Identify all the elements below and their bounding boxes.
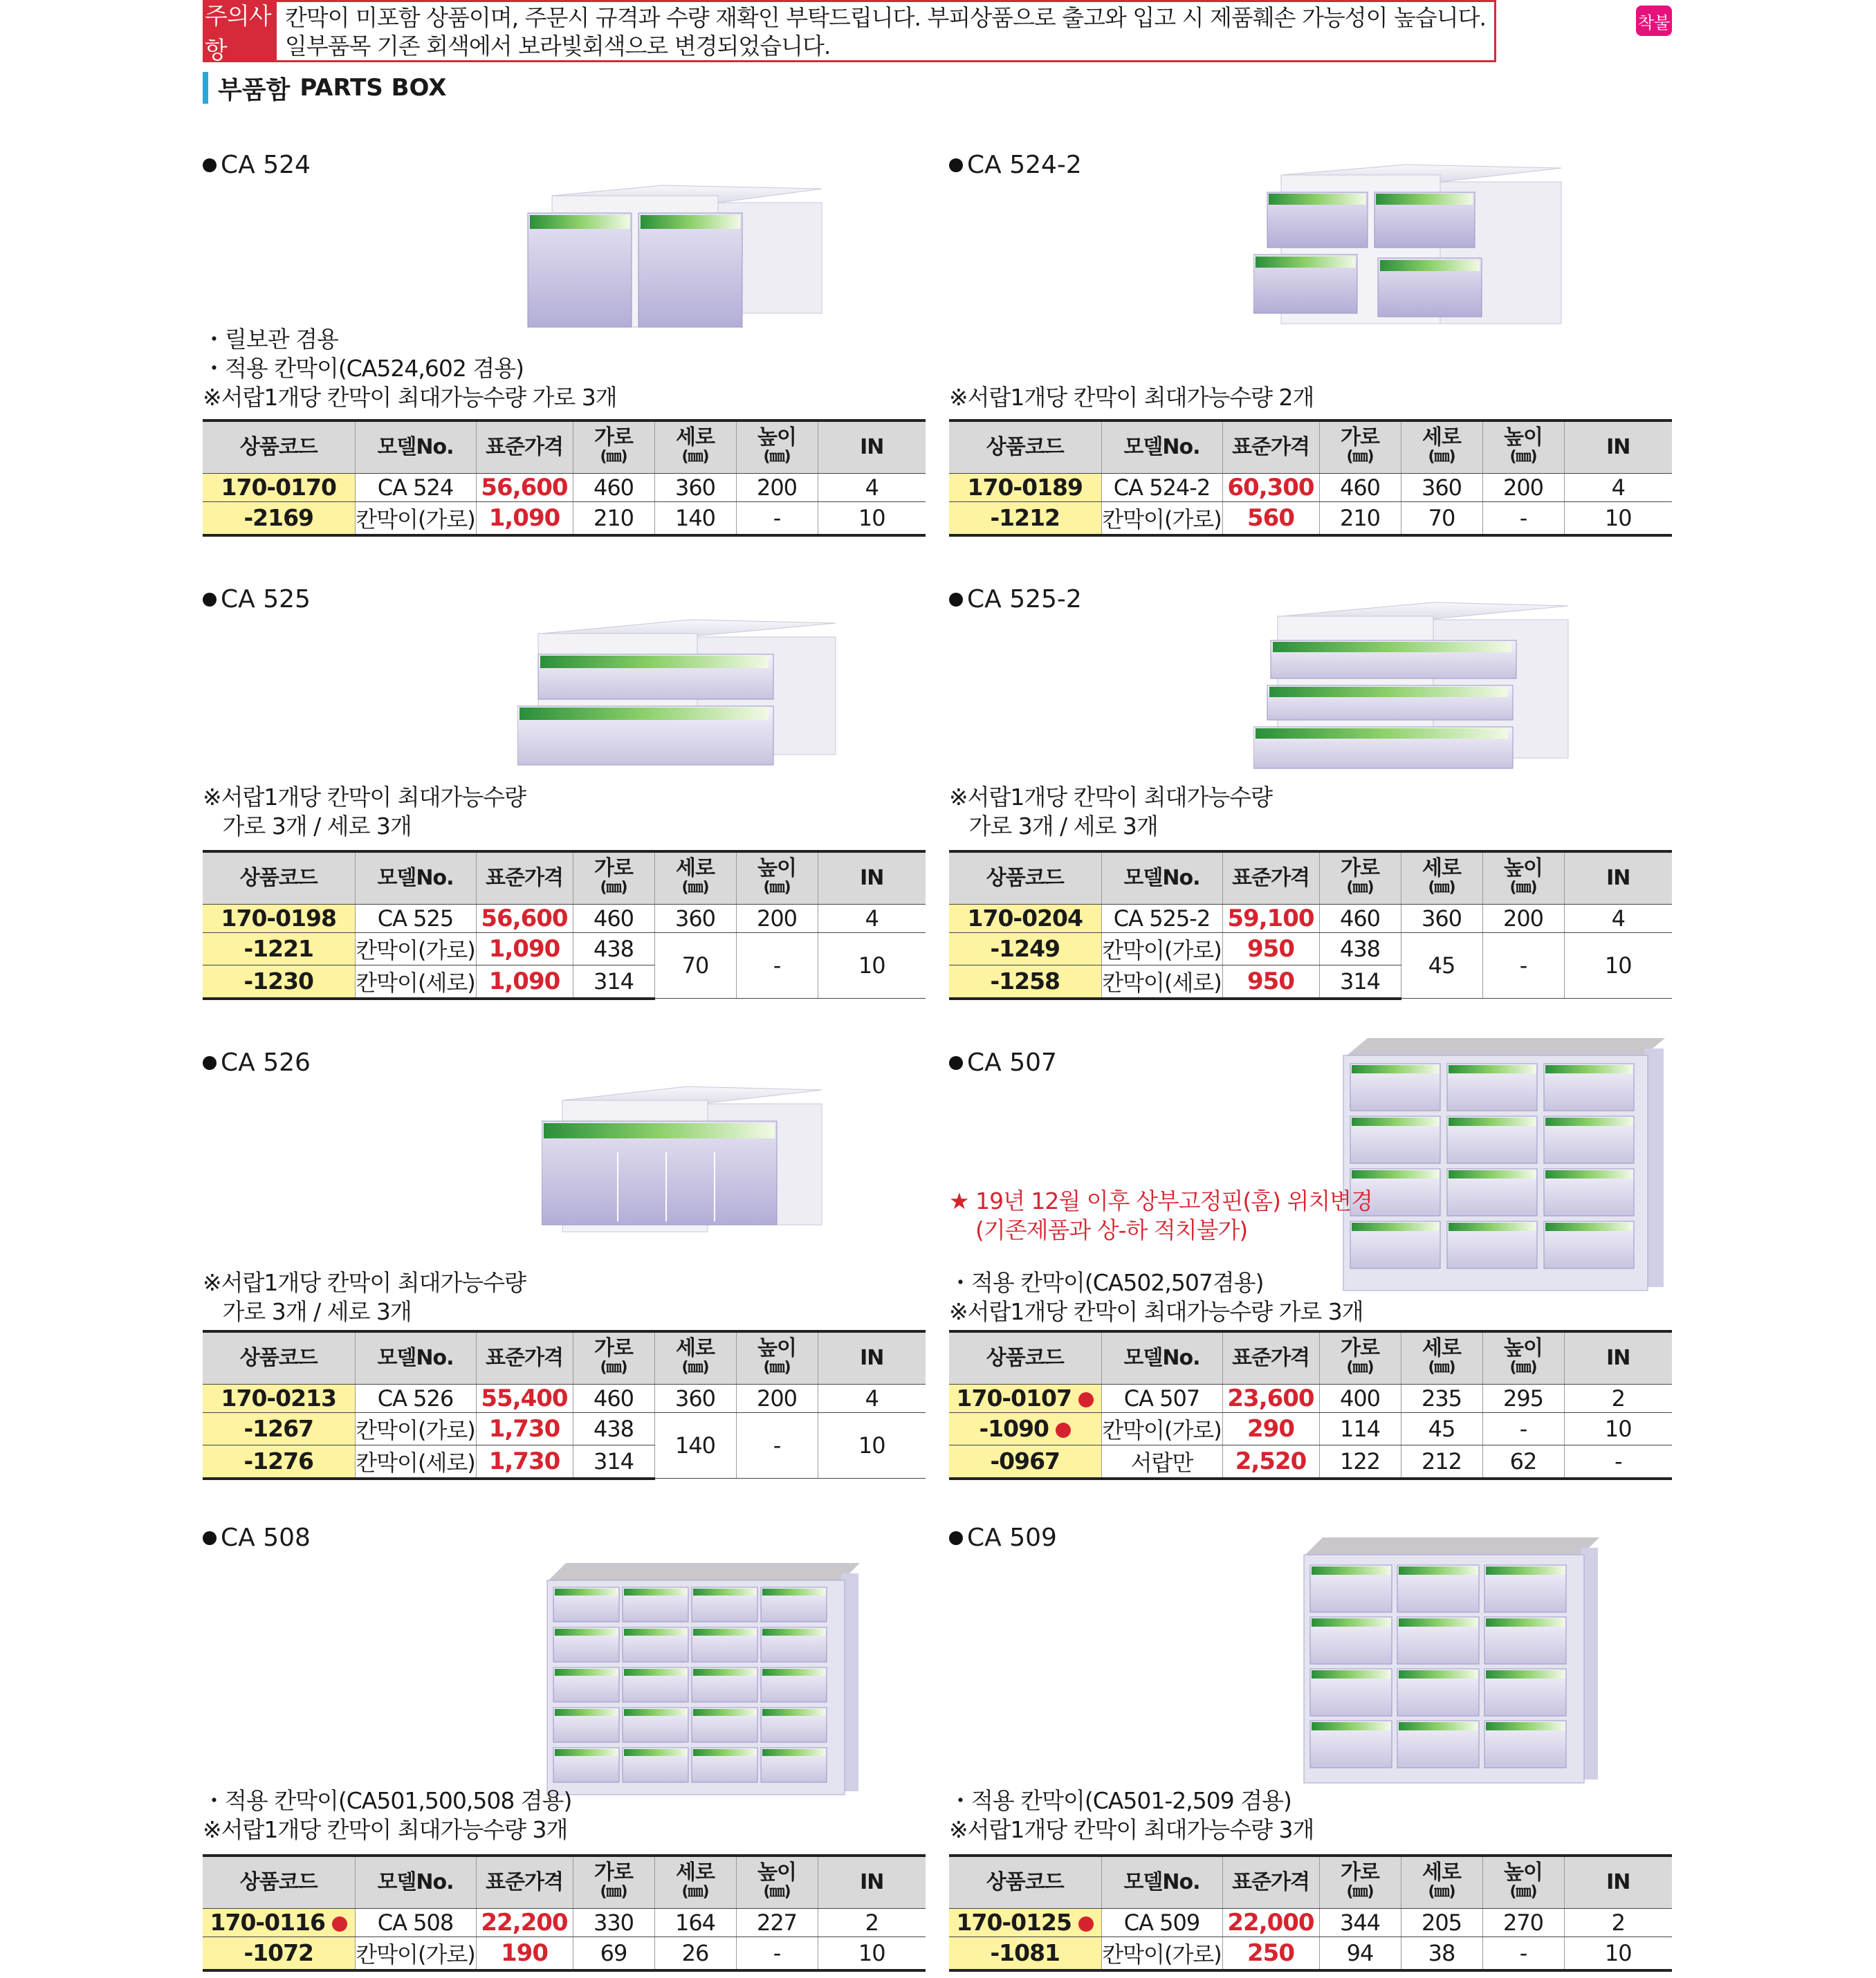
table-cell: 10: [818, 932, 926, 999]
table-cell: 59,100: [1222, 904, 1319, 932]
product-title: CA 524-2: [949, 151, 1082, 179]
product-notes: ※서랍1개당 칸막이 최대가능수량 가로 3개 / 세로 3개: [203, 784, 526, 840]
table-cell: 438: [573, 932, 654, 965]
table-cell: 438: [1319, 932, 1401, 965]
table-header-cell: 높이 (㎜): [1482, 1331, 1564, 1384]
spec-table: [203, 419, 926, 537]
table-cell: 170-0213: [203, 1384, 355, 1412]
table-cell: 330: [573, 1908, 654, 1937]
table-cell: 60,300: [1222, 473, 1319, 501]
table-cell: -: [736, 932, 818, 999]
product-title: CA 507: [949, 1048, 1057, 1077]
table-cell: -: [1564, 1445, 1672, 1479]
product-notes: ※서랍1개당 칸막이 최대가능수량 2개: [949, 384, 1314, 411]
bullet-icon: [949, 1531, 963, 1545]
table-header-cell: 상품코드: [949, 851, 1101, 904]
product-notes: ※서랍1개당 칸막이 최대가능수량 가로 3개 / 세로 3개: [203, 1269, 526, 1325]
table-cell: 360: [1401, 904, 1482, 932]
product-image: [1340, 1035, 1665, 1297]
table-cell: 22,000: [1222, 1908, 1319, 1937]
table-cell: 1,090: [476, 932, 573, 965]
table-row: [203, 1412, 926, 1445]
table-cell: 56,600: [476, 904, 573, 932]
table-cell: 200: [736, 904, 818, 932]
table-header-cell: 세로 (㎜): [1401, 1331, 1482, 1384]
table-cell: 26: [654, 1937, 736, 1970]
table-cell: 38: [1401, 1937, 1482, 1970]
table-header-cell: 표준가격: [1222, 851, 1319, 904]
table-header-cell: 가로 (㎜): [1319, 1856, 1401, 1908]
table-header-cell: 표준가격: [476, 1856, 573, 1908]
product-title: CA 509: [949, 1524, 1057, 1552]
table-cell: -: [736, 1937, 818, 1970]
table-cell: 4: [818, 1384, 926, 1412]
table-cell: -: [736, 1412, 818, 1479]
table-cell: -1090: [949, 1412, 1101, 1445]
table-header-cell: 가로 (㎜): [573, 1331, 654, 1384]
table-row: [949, 1445, 1672, 1479]
section-title-ko: 부품함: [218, 75, 291, 104]
table-header-cell: 세로 (㎜): [1401, 420, 1482, 473]
table-header-cell: 가로 (㎜): [573, 420, 654, 473]
table-cell: -2169: [203, 501, 355, 535]
table-cell: 4: [818, 473, 926, 501]
product-image: [1302, 1534, 1599, 1790]
table-cell: 227: [736, 1908, 818, 1937]
table-header-cell: 가로 (㎜): [1319, 851, 1401, 904]
table-cell: 210: [573, 501, 654, 535]
table-cell: 460: [1319, 473, 1401, 501]
spec-table: [949, 1854, 1672, 1972]
table-cell: -: [1482, 501, 1564, 535]
table-header-cell: 표준가격: [1222, 420, 1319, 473]
table-header-cell: 표준가격: [476, 851, 573, 904]
table-row: [203, 1937, 926, 1970]
table-header-cell: 표준가격: [476, 1331, 573, 1384]
bullet-icon: [203, 1531, 217, 1545]
product-notes: ・적용 칸막이(CA501,500,508 겸용) ※서랍1개당 칸막이 최대가능수량 3개: [203, 1787, 572, 1843]
table-cell: 314: [573, 965, 654, 999]
table-cell: 칸막이(세로): [355, 1445, 476, 1479]
table-cell: 칸막이(가로): [355, 1937, 476, 1970]
table-cell: 200: [736, 473, 818, 501]
product-image: [517, 616, 843, 772]
table-header-cell: IN: [1564, 420, 1672, 473]
table-cell: 10: [1564, 501, 1672, 535]
table-cell: 360: [654, 473, 736, 501]
table-cell: CA 526: [355, 1384, 476, 1412]
table-cell: -: [736, 501, 818, 535]
table-header-cell: 높이 (㎜): [736, 420, 818, 473]
table-cell: 2: [1564, 1384, 1672, 1412]
table-header-cell: 높이 (㎜): [736, 1331, 818, 1384]
table-cell: 344: [1319, 1908, 1401, 1937]
table-header-cell: 높이 (㎜): [1482, 420, 1564, 473]
new-item-dot-icon: [1078, 1392, 1094, 1407]
product-title: CA 526: [203, 1048, 311, 1077]
spec-table: [949, 1330, 1672, 1480]
table-header-cell: 표준가격: [1222, 1331, 1319, 1384]
table-cell: 170-0107: [949, 1384, 1101, 1412]
table-cell: 56,600: [476, 473, 573, 501]
table-header-cell: 세로 (㎜): [654, 851, 736, 904]
table-header-cell: 모델No.: [355, 1856, 476, 1908]
table-header-cell: IN: [818, 851, 926, 904]
product-ca526: [203, 1048, 926, 1474]
table-cell: 69: [573, 1937, 654, 1970]
table-cell: 200: [1482, 904, 1564, 932]
table-cell: 190: [476, 1937, 573, 1970]
section-title-en: PARTS BOX: [300, 74, 447, 102]
table-cell: -1072: [203, 1937, 355, 1970]
table-cell: 250: [1222, 1937, 1319, 1970]
table-cell: -1212: [949, 501, 1101, 535]
bullet-icon: [203, 158, 217, 172]
table-cell: 164: [654, 1908, 736, 1937]
table-cell: 360: [654, 904, 736, 932]
new-item-dot-icon: [1078, 1916, 1094, 1932]
table-cell: 10: [1564, 1937, 1672, 1970]
product-warning: ★ 19년 12월 이후 상부고정핀(홈) 위치변경 (기존제품과 상-하 적치불가): [949, 1187, 1373, 1244]
table-cell: 10: [1564, 1412, 1672, 1445]
table-cell: 1,730: [476, 1412, 573, 1445]
table-header-cell: 높이 (㎜): [1482, 851, 1564, 904]
notice-box: [203, 0, 1496, 62]
spec-table: [949, 419, 1672, 537]
table-row: [203, 932, 926, 965]
product-ca525: [203, 585, 926, 996]
table-header-cell: 상품코드: [949, 420, 1101, 473]
table-cell: 10: [1564, 932, 1672, 999]
spec-table: [203, 850, 926, 1000]
table-header-cell: IN: [1564, 851, 1672, 904]
table-cell: 170-0170: [203, 473, 355, 501]
table-cell: 170-0125: [949, 1908, 1101, 1937]
table-cell: 438: [573, 1412, 654, 1445]
table-cell: 314: [573, 1445, 654, 1479]
table-cell: 70: [1401, 501, 1482, 535]
table-cell: CA 525-2: [1101, 904, 1222, 932]
table-cell: 235: [1401, 1384, 1482, 1412]
table-cell: 4: [1564, 473, 1672, 501]
table-header-cell: IN: [818, 1856, 926, 1908]
table-header-cell: 표준가격: [1222, 1856, 1319, 1908]
notice-line-1: 칸막이 미포함 상품이며, 주문시 규격과 수량 재확인 부탁드립니다. 부피상품으로 출고와 입고 시 제품훼손 가능성이 높습니다.: [284, 4, 1486, 31]
table-cell: 170-0189: [949, 473, 1101, 501]
table-header-cell: 모델No.: [1101, 851, 1222, 904]
table-cell: 2,520: [1222, 1445, 1319, 1479]
table-header-cell: 상품코드: [203, 420, 355, 473]
table-cell: 140: [654, 501, 736, 535]
product-image: [1253, 161, 1572, 334]
table-cell: 칸막이(가로): [1101, 932, 1222, 965]
product-notes: ・적용 칸막이(CA502,507겸용) ※서랍1개당 칸막이 최대가능수량 가로 3개: [949, 1269, 1363, 1325]
table-header-cell: 모델No.: [355, 420, 476, 473]
table-cell: 칸막이(가로): [355, 501, 476, 535]
table-cell: CA 508: [355, 1908, 476, 1937]
table-header-cell: IN: [818, 420, 926, 473]
notice-text: [277, 2, 1494, 60]
table-cell: -0967: [949, 1445, 1101, 1479]
product-image: [542, 1083, 829, 1235]
table-row: [203, 1384, 926, 1412]
table-cell: 170-0116: [203, 1908, 355, 1937]
table-header-cell: 상품코드: [203, 1856, 355, 1908]
cod-badge: 착불: [1636, 6, 1672, 36]
table-cell: -1276: [203, 1445, 355, 1479]
table-cell: 314: [1319, 965, 1401, 999]
table-header-cell: 세로 (㎜): [654, 1331, 736, 1384]
product-ca508: [203, 1524, 926, 1966]
table-cell: 205: [1401, 1908, 1482, 1937]
table-cell: 950: [1222, 965, 1319, 999]
table-header-cell: 모델No.: [1101, 1331, 1222, 1384]
product-ca524: [203, 151, 926, 533]
table-cell: 460: [573, 1384, 654, 1412]
table-cell: 400: [1319, 1384, 1401, 1412]
table-header-cell: 모델No.: [1101, 1856, 1222, 1908]
table-cell: 1,090: [476, 501, 573, 535]
table-header-cell: 가로 (㎜): [573, 851, 654, 904]
product-image: [1253, 599, 1575, 775]
table-cell: 1,090: [476, 965, 573, 999]
table-cell: -: [1482, 932, 1564, 999]
table-header-cell: 세로 (㎜): [654, 420, 736, 473]
table-cell: 2: [818, 1908, 926, 1937]
table-row: [949, 473, 1672, 501]
bullet-icon: [949, 1056, 963, 1070]
table-header-cell: 모델No.: [355, 1331, 476, 1384]
table-row: [203, 1908, 926, 1937]
table-cell: 200: [1482, 473, 1564, 501]
table-cell: 10: [818, 1412, 926, 1479]
table-cell: 22,200: [476, 1908, 573, 1937]
table-header-cell: 가로 (㎜): [573, 1856, 654, 1908]
table-cell: 290: [1222, 1412, 1319, 1445]
table-row: [203, 473, 926, 501]
table-cell: 62: [1482, 1445, 1564, 1479]
product-ca525-2: [949, 585, 1672, 996]
table-cell: 270: [1482, 1908, 1564, 1937]
table-cell: 45: [1401, 932, 1482, 999]
table-header-cell: IN: [1564, 1331, 1672, 1384]
product-notes: ※서랍1개당 칸막이 최대가능수량 가로 3개 / 세로 3개: [949, 784, 1273, 840]
table-cell: 칸막이(세로): [1101, 965, 1222, 999]
table-cell: -: [1482, 1937, 1564, 1970]
product-title: CA 508: [203, 1524, 311, 1552]
table-cell: 칸막이(가로): [1101, 501, 1222, 535]
table-cell: 2: [1564, 1908, 1672, 1937]
table-header-cell: 높이 (㎜): [1482, 1856, 1564, 1908]
new-item-dot-icon: [1056, 1423, 1071, 1438]
table-cell: 칸막이(가로): [355, 1412, 476, 1445]
table-cell: 23,600: [1222, 1384, 1319, 1412]
table-cell: 170-0204: [949, 904, 1101, 932]
table-cell: 295: [1482, 1384, 1564, 1412]
product-ca507: [949, 1048, 1672, 1474]
bullet-icon: [203, 593, 217, 607]
table-cell: 칸막이(가로): [355, 932, 476, 965]
table-cell: -1249: [949, 932, 1101, 965]
table-cell: 170-0198: [203, 904, 355, 932]
table-cell: 122: [1319, 1445, 1401, 1479]
table-cell: 94: [1319, 1937, 1401, 1970]
table-cell: -1267: [203, 1412, 355, 1445]
table-header-cell: 표준가격: [476, 420, 573, 473]
table-header-cell: 높이 (㎜): [736, 851, 818, 904]
table-row: [203, 904, 926, 932]
table-cell: 서랍만: [1101, 1445, 1222, 1479]
table-cell: 칸막이(세로): [355, 965, 476, 999]
table-cell: 4: [1564, 904, 1672, 932]
table-row: [949, 501, 1672, 535]
table-cell: CA 509: [1101, 1908, 1222, 1937]
product-title: CA 525: [203, 585, 311, 613]
table-cell: 200: [736, 1384, 818, 1412]
table-cell: 10: [818, 1937, 926, 1970]
table-header-cell: 상품코드: [203, 851, 355, 904]
table-header-cell: 가로 (㎜): [1319, 420, 1401, 473]
bullet-icon: [949, 593, 963, 607]
product-notes: ・릴보관 겸용 ・적용 칸막이(CA524,602 겸용) ※서랍1개당 칸막이 최대가능수량 가로 3개: [203, 326, 617, 411]
table-cell: CA 507: [1101, 1384, 1222, 1412]
table-cell: 4: [818, 904, 926, 932]
table-cell: 210: [1319, 501, 1401, 535]
table-row: [949, 1908, 1672, 1937]
table-row: [949, 904, 1672, 932]
table-cell: -1081: [949, 1937, 1101, 1970]
table-cell: CA 524: [355, 473, 476, 501]
table-cell: 45: [1401, 1412, 1482, 1445]
bullet-icon: [203, 1056, 217, 1070]
table-header-cell: 모델No.: [1101, 420, 1222, 473]
product-ca509: [949, 1524, 1672, 1966]
table-row: [949, 1937, 1672, 1970]
table-cell: -1230: [203, 965, 355, 999]
new-item-dot-icon: [332, 1916, 347, 1932]
section-title: [203, 72, 446, 104]
spec-table: [949, 850, 1672, 1000]
table-header-cell: 상품코드: [203, 1331, 355, 1384]
table-cell: CA 525: [355, 904, 476, 932]
bullet-icon: [949, 158, 963, 172]
product-image: [545, 1560, 860, 1802]
table-header-cell: 세로 (㎜): [1401, 851, 1482, 904]
product-image: [524, 182, 836, 341]
notice-label: 주의사항: [205, 2, 277, 60]
table-cell: 칸막이(가로): [1101, 1937, 1222, 1970]
table-header-cell: 가로 (㎜): [1319, 1331, 1401, 1384]
table-header-cell: 모델No.: [355, 851, 476, 904]
table-cell: -1258: [949, 965, 1101, 999]
table-cell: 55,400: [476, 1384, 573, 1412]
table-header-cell: 상품코드: [949, 1856, 1101, 1908]
table-cell: 칸막이(가로): [1101, 1412, 1222, 1445]
table-header-cell: 높이 (㎜): [736, 1856, 818, 1908]
table-cell: 70: [654, 932, 736, 999]
product-title: CA 525-2: [949, 585, 1082, 613]
table-cell: 1,730: [476, 1445, 573, 1479]
table-cell: CA 524-2: [1101, 473, 1222, 501]
table-row: [949, 1412, 1672, 1445]
table-row: [949, 932, 1672, 965]
table-cell: 460: [573, 473, 654, 501]
table-cell: 10: [818, 501, 926, 535]
table-header-cell: IN: [1564, 1856, 1672, 1908]
table-cell: 460: [1319, 904, 1401, 932]
table-header-cell: IN: [818, 1331, 926, 1384]
table-cell: -1221: [203, 932, 355, 965]
table-cell: 114: [1319, 1412, 1401, 1445]
table-cell: 560: [1222, 501, 1319, 535]
table-header-cell: 세로 (㎜): [654, 1856, 736, 1908]
table-cell: 360: [654, 1384, 736, 1412]
product-notes: ・적용 칸막이(CA501-2,509 겸용) ※서랍1개당 칸막이 최대가능수량 3개: [949, 1787, 1314, 1843]
product-title: CA 524: [203, 151, 311, 179]
table-cell: 950: [1222, 932, 1319, 965]
spec-table: [203, 1330, 926, 1480]
table-cell: 212: [1401, 1445, 1482, 1479]
table-row: [203, 501, 926, 535]
spec-table: [203, 1854, 926, 1972]
table-cell: 460: [573, 904, 654, 932]
table-cell: -: [1482, 1412, 1564, 1445]
table-cell: 360: [1401, 473, 1482, 501]
table-row: [949, 1384, 1672, 1412]
product-ca524-2: [949, 151, 1672, 533]
table-header-cell: 상품코드: [949, 1331, 1101, 1384]
notice-line-2: 일부품목 기존 회색에서 보라빛회색으로 변경되었습니다.: [284, 33, 831, 59]
table-header-cell: 세로 (㎜): [1401, 1856, 1482, 1908]
table-cell: 140: [654, 1412, 736, 1479]
